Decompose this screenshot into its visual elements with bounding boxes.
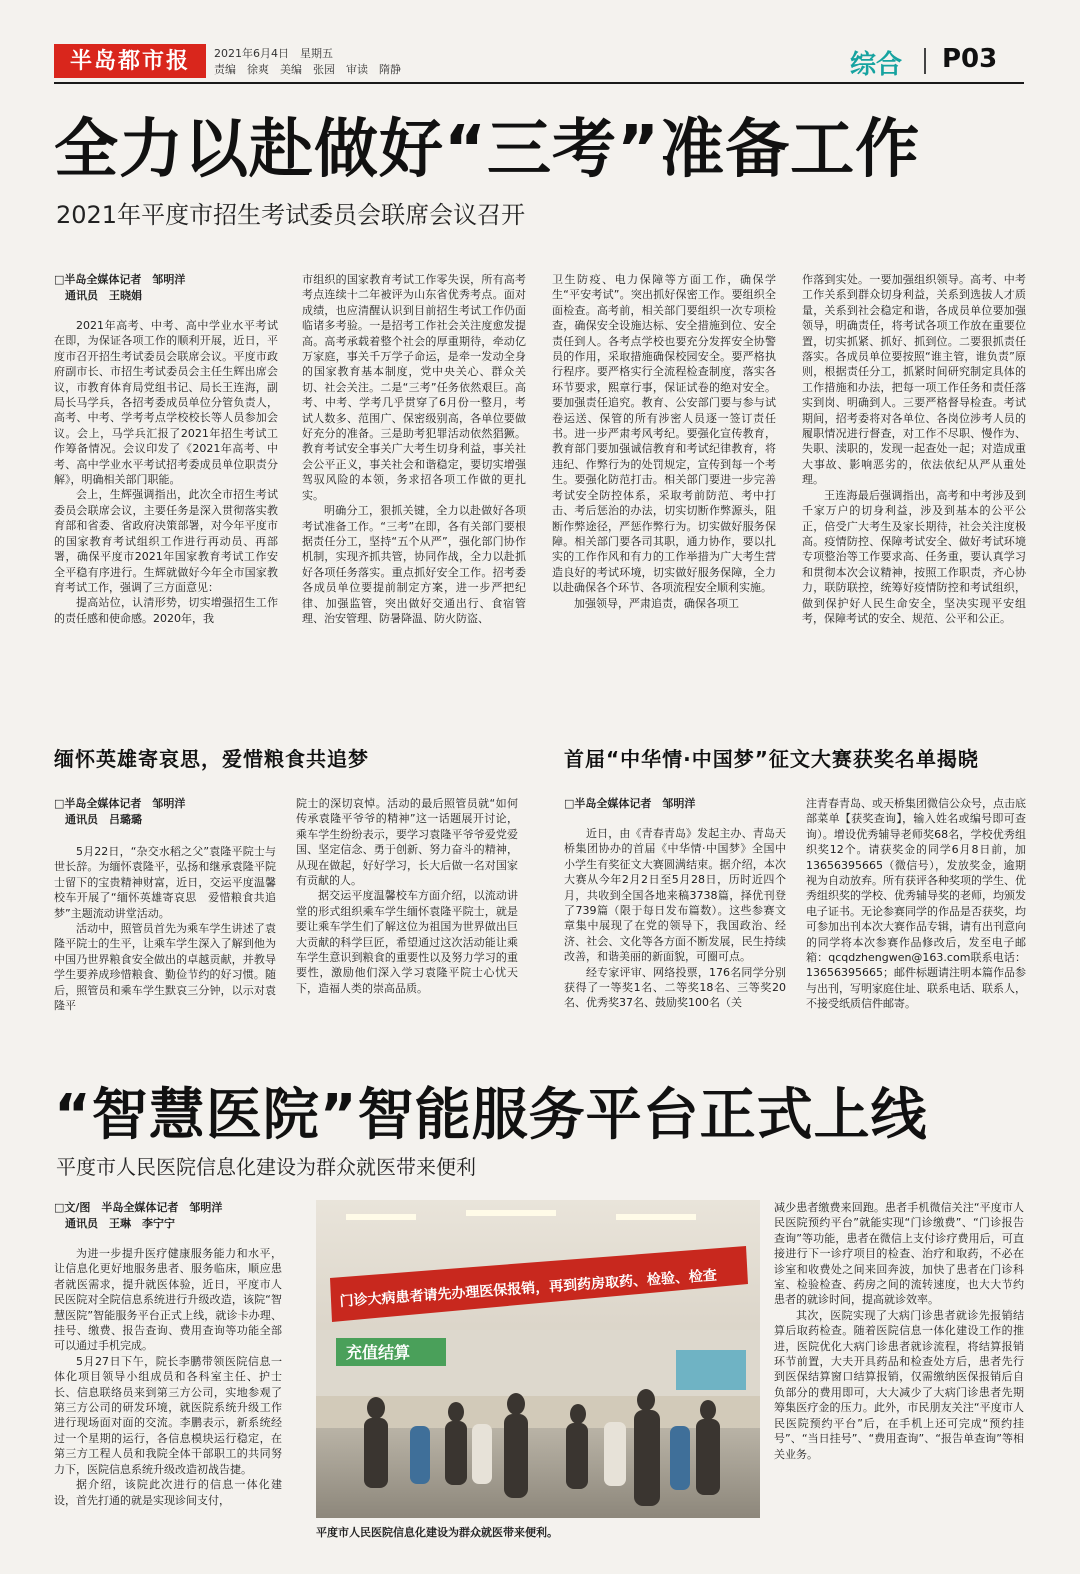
article3-column-2 — [806, 796, 1026, 1040]
article1-column-2 — [302, 272, 526, 692]
hospital-hall-photo — [316, 1200, 760, 1518]
byline-correspondent: 通讯员 王晓娟 — [54, 289, 142, 302]
byline-reporter: □半岛全媒体记者 邹明洋 — [54, 273, 186, 286]
article2-headline: 缅怀英雄寄哀思，爱惜粮食共追梦 — [54, 747, 369, 771]
paragraph: 加强领导，严肃追责，确保各项工 — [574, 596, 739, 610]
byline-correspondent: 通讯员 吕璐璐 — [54, 813, 142, 826]
article4-headline: “智慧医院”智能服务平台正式上线 — [54, 1083, 928, 1148]
byline-reporter: □半岛全媒体记者 邹明洋 — [54, 797, 186, 810]
paragraph: 2021年高考、中考、高中学业水平考试在即，为保证各项工作的顺利开展，近日，平度市召开招生考试委员会联席会议。平度市政府副市长、市招生考试委员会主任生辉出席会议，市教育体育局党组书记、局长王连海，副局长马学兵，各招考委成员单位分管负责人，高考、中考、学考考点学校校长等人员参加会议。会上，马学兵汇报了2021年招生考试工作筹备情况。会议印发了《2021年高考、中考、高中学业水平考试招考委成员单位职责分解》，明确相关部门职能。 — [54, 319, 278, 487]
photo-counter-sign: 充值结算 — [346, 1343, 411, 1362]
article2-column-1 — [54, 844, 276, 1040]
article3-column-1 — [564, 826, 786, 1040]
byline-reporter: □文/图 半岛全媒体记者 邹明洋 — [54, 1201, 223, 1214]
editor-credits: 责编 徐爽 美编 张园 审读 隋静 — [214, 63, 401, 76]
article4-byline — [54, 1200, 222, 1232]
article1-headline: 全力以赴做好“三考”准备工作 — [54, 113, 921, 187]
article2-byline — [54, 796, 185, 828]
paragraph: 据介绍，该院此次进行的信息一体化建设，首先打通的就是实现诊间支付， — [54, 1478, 282, 1507]
paragraph: 据交运平度温馨校车方面介绍，以流动讲堂的形式组织乘车学生缅怀袁隆平院士，就是要让乘车学生们了解这位为祖国为世界做出巨大贡献的科学巨匠，希望通过这次活动能让乘车学生意识到粮食的重要性以及努力学习的重要性，激励他们深入学习袁隆平院士心忧天下，造福人类的崇高品质。 — [296, 889, 518, 995]
article2-column-2 — [296, 796, 518, 1040]
article1-subheadline: 2021年平度市招生考试委员会联席会议召开 — [56, 201, 526, 229]
article4-subheadline: 平度市人民医院信息化建设为群众就医带来便利 — [56, 1155, 476, 1179]
article1-column-1 — [54, 318, 278, 692]
section-name: 综合 — [850, 50, 903, 80]
photo-illustration — [316, 1200, 760, 1518]
masthead-rule — [54, 82, 1024, 84]
paragraph: 会上，生辉强调指出，此次全市招生考试委员会联席会议，主要任务是深入贯彻落实教育部和省委、省政府决策部署，对今年平度市的国家教育考试组织工作进行再动员、再部署，确保平度市2021年国家教育考试工作安全平稳有序进行。生辉就做好今年全市国家教育考试工作，强调了三方面意见： — [54, 488, 278, 594]
paragraph: 5月27日下午，院长李鹏带领医院信息一体化项目领导小组成员和各科室主任、护士长、信息联络员来到第三方公司，实地参观了第三方公司的研发环境，就医院系统升级工作进行现场面对面的交流。李鹏表示，新系统经过一个星期的运行，各信息模块运行稳定，在第三方工程人员和我院全体干部职工的共同努力下，医院信息系统升级改造初战告捷。 — [54, 1354, 282, 1476]
paragraph: 明确分工，狠抓关键，全力以赴做好各项考试准备工作。“三考”在即，各有关部门要根据责任分工，坚持“五个从严”，强化部门协作机制，实现齐抓共管，协同作战，全力以赴抓好各项任务落实。重点抓好安全工作。招考委各成员单位要提前制定方案，进一步严把纪律、加强监管，突出做好交通出行、食宿管理、治安管理、防暑降温、防火防盗、 — [302, 504, 526, 625]
newspaper-logo: 半岛都市报 — [54, 44, 206, 78]
paragraph: 活动中，照管员首先为乘车学生讲述了袁隆平院士的生平，让乘车学生深入了解到他为中国乃世界粮食安全做出的卓越贡献，并教导学生要养成珍惜粮食、勤俭节约的好习惯。随后，照管员和乘车学生默哀三分钟，以示对袁隆平 — [54, 922, 276, 1013]
byline-reporter: □半岛全媒体记者 邹明洋 — [564, 797, 696, 810]
article1-column-4 — [802, 272, 1026, 692]
article4-column-1 — [54, 1246, 282, 1546]
page-number: P03 — [942, 44, 998, 74]
issue-date: 2021年6月4日 星期五 — [214, 47, 333, 60]
paragraph: 经专家评审、网络投票，176名同学分别获得了一等奖1名、二等奖18名、三等奖20名、优秀奖37名、鼓励奖100名（关 — [564, 965, 786, 1010]
paragraph: 5月22日，“杂交水稻之父”袁隆平院士与世长辞。为缅怀袁隆平，弘扬和继承袁隆平院士留下的宝贵精神财富，近日，交运平度温馨校车开展了“缅怀英雄寄哀思 爱惜粮食共追梦”主题流动讲堂活动。 — [54, 845, 276, 920]
article4-column-2 — [774, 1200, 1024, 1546]
section-divider — [924, 48, 926, 74]
paragraph: 卫生防疫、电力保障等方面工作，确保学生“平安考试”。突出抓好保密工作。要组织全面检查。高考前，相关部门要组织一次专项检查，确保安全设施达标、安全措施到位、安全责任到人。各考点学校也要充分发挥安全协警员的作用，采取措施确保校园安全。要严格执行程序。要严格实行全流程检查制度，落实各环节要求，熙章行事，保证试卷的绝对安全。要加强责任追究。教育、公安部门要与参与试卷运送、保管的所有涉密人员逐一签订责任书。进一步严肃考风考纪。要强化宣传教育，教育部门要加强诚信教育和考试纪律教育，将违纪、作弊行为的处罚规定，宣传到每一个考生。要强化防范打击。相关部门要进一步完善考试安全防控体系，采取考前防范、考中打击、考后惩治的办法，切实切断作弊源头，阻断作弊途径，严惩作弊行为。切实做好服务保障。相关部门要各司其职，通力协作，要以扎实的工作作风和有力的工作举措为广大考生营造良好的考试环境，切实做好服务保障，全力以赴确保各个环节、各项流程安全顺利实施。 — [552, 273, 776, 595]
byline-correspondent: 通讯员 王琳 李宁宁 — [54, 1217, 175, 1230]
paragraph: 作落到实处。一要加强组织领导。高考、中考工作关系到群众切身利益，关系到选拔人才质量，关系到社会稳定和谐，各成员单位要加强领导，明确责任，将考试各项工作放在重要位置，切实抓紧、抓好、抓到位。二要狠抓责任落实。各成员单位要按照“谁主管，谁负责”原则，根据责任分工，抓紧时间研究制定具体的工作措施和办法，把每一项工作任务和责任落实到岗、明确到人。三要严格督导检查。考试期间，招考委将对各单位、各岗位涉考人员的履职情况进行督查，对工作不尽职、慢作为、失职、渎职的，发现一起查处一起；对造成重大事故、影响恶劣的，依法依纪从严从重处理。 — [802, 273, 1026, 487]
paragraph: 院士的深切哀悼。活动的最后照管员就“如何传承袁隆平爷爷的精神”这一话题展开讨论，乘车学生纷纷表示，要学习袁隆平爷爷爱党爱国、坚定信念、勇于创新、努力奋斗的精神，从现在做起，好好学习，长大后做一名对国家有贡献的人。 — [296, 797, 518, 888]
photo-caption: 平度市人民医院信息化建设为群众就医带来便利。 — [316, 1526, 558, 1539]
paragraph: 注青春青岛、或天桥集团微信公众号，点击底部菜单【获奖查询】，输入姓名或编号即可查询）。增设优秀辅导老师奖68名，学校优秀组织奖12个。请获奖金的同学6月8日前，加13656395665（微信号），发放奖金，逾期视为自动放弃。所有获评各种奖项的学生、优秀组织奖的学校、优秀辅导奖的老师，均颁发电子证书。无论参赛同学的作品是否获奖，均可参加出刊本次大赛作品专辑，请有出刊意向的同学将本次参赛作品修改后，发至电子邮箱：qcqdzhengwen@163.com联系电话：13656395665；邮件标题请注明本篇作品参与出刊，写明家庭住址、联系电话、联系人，不接受纸质信件邮寄。 — [806, 797, 1026, 1011]
paragraph: 市组织的国家教育考试工作零失误，所有高考考点连续十二年被评为山东省优秀考点。面对成绩，也应清醒认识到目前招生考试工作仍面临诸多考验。一是招考工作社会关注度愈发提高。高考承载着整个社会的厚重期待，牵动亿万家庭，事关千万学子命运，是牵一发动全身的国家教育基本制度，党中央关心、群众关切、社会关注。二是“三考”任务依然艰巨。高考、中考、学考几乎贯穿了6月份一整月，考试人数多、范围广、保密级别高，各单位要做好充分的准备。三是助考犯罪活动依然猖獗。教育考试安全事关广大考生切身利益，事关社会公平正义，事关社会和谐稳定，要切实增强驾驭风险的本领，务求招各项工作做的更扎实。 — [302, 273, 526, 502]
paragraph: 为进一步提升医疗健康服务能力和水平，让信息化更好地服务患者、服务临床，顺应患者就医需求，提升就医体验，近日，平度市人民医院对全院信息系统进行升级改造，该院“智慧医院”智能服务平台正式上线，就诊卡办理、挂号、缴费、报告查询、费用查询等功能全部可以通过手机完成。 — [54, 1247, 282, 1353]
article3-headline: 首届“中华情·中国梦”征文大赛获奖名单揭晓 — [564, 747, 979, 771]
article1-column-3 — [552, 272, 776, 692]
article1-byline — [54, 272, 185, 304]
paragraph: 近日，由《青春青岛》发起主办、青岛天桥集团协办的首届《中华情·中国梦》全国中小学生有奖征文大赛圆满结束。据介绍，本次大赛从今年2月2日至5月28日，历时近四个月，共收到全国各地来稿3738篇，择优刊登了739篇（限于每日发布篇数）。这些参赛文章集中展现了在党的领导下，我国政治、经济、社会、文化等各方面不断发展，民生持续改善，和谐美丽的新面貌，可圈可点。 — [564, 827, 786, 964]
paragraph: 其次，医院实现了大病门诊患者就诊先报销结算后取药检查。随着医院信息一体化建设工作的推进，医院优化大病门诊患者就诊流程，将结算报销环节前置，大夫开具药品和检查处方后，患者先行到医保结算窗口结算报销，仅需缴纳医保报销后自负部分的费用即可，大大减少了大病门诊患者先期筹集医疗金的压力。此外，市民朋友关注“平度市人民医院预约平台”后，在手机上还可完成“预约挂号”、“当日挂号”、“费用查询”、“报告单查询”等相关业务。 — [774, 1308, 1024, 1461]
paragraph: 王连海最后强调指出，高考和中考涉及到千家万户的切身利益，涉及到基本的公平公正，倍受广大考生及家长期待，社会关注度极高。疫情防控、保障考试安全、做好考试环境专项整治等工作要求高、任务重，要认真学习和贯彻本次会议精神，按照工作职责，齐心协力，联防联控，统筹好疫情防控和考试组织，做到保护好人民生命安全，坚决实现平安组考，保障考试的安全、规范、公平和公正。 — [802, 488, 1026, 625]
paragraph: 减少患者缴费来回跑。患者手机微信关注“平度市人民医院预约平台”就能实现“门诊缴费”、“门诊报告查询”等功能，患者在微信上支付诊疗费用后，可直接进行下一诊疗项目的检查、治疗和取药，不必在诊室和收费处之间来回奔波，加快了患者在门诊科室、检验检查、药房之间的流转速度，也大大节约患者的就诊时间，提高就诊效率。 — [774, 1201, 1024, 1307]
paragraph: 提高站位，认清形势，切实增强招生工作的责任感和使命感。2020年，我 — [54, 596, 278, 625]
article3-byline — [564, 796, 695, 812]
photo-banner-text: 门诊大病患者请先办理医保报销，再到药房取药、检验、检查 — [339, 1267, 718, 1310]
